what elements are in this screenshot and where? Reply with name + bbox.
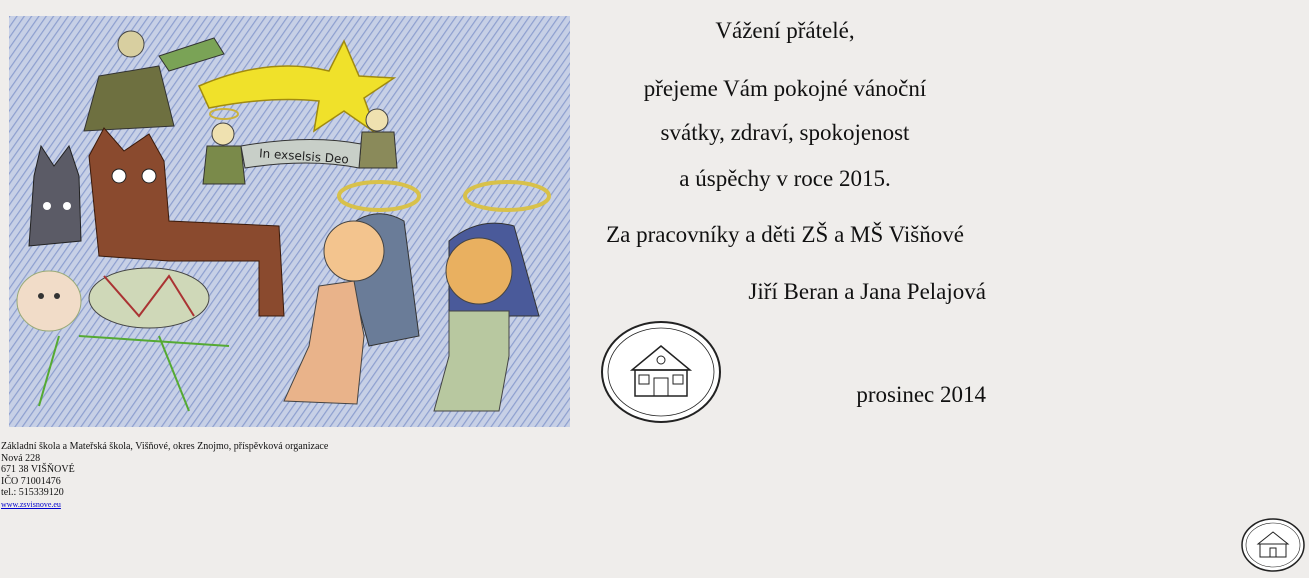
svg-text:In exselsis Deo: In exselsis Deo <box>258 146 350 167</box>
wish-line-2: svátky, zdraví, spokojenost <box>660 120 910 145</box>
ico: IČO 71001476 <box>1 475 61 487</box>
school-seal-small <box>1240 517 1306 573</box>
phone: tel.: 515339120 <box>1 487 64 498</box>
school-seal <box>600 320 722 424</box>
from-line: Za pracovníky a děti ZŠ a MŠ Višňové <box>606 222 964 247</box>
nativity-drawing <box>9 16 570 427</box>
city: 671 38 VIŠŇOVÉ <box>1 464 75 475</box>
street: Nová 228 <box>1 452 41 464</box>
date: prosinec 2014 <box>856 382 986 407</box>
school-address <box>1 441 328 510</box>
salutation: Vážení přátelé, <box>715 18 855 43</box>
wish-line-3: a úspěchy v roce 2015. <box>679 166 891 191</box>
website-link[interactable]: www.zsvisnove.eu <box>1 499 61 509</box>
wish-line-1: přejeme Vám pokojné vánoční <box>643 76 927 101</box>
school-name: Základní škola a Mateřská škola, Višňové, okres Znojmo, příspěvková organizace <box>1 441 329 452</box>
signature: Jiří Beran a Jana Pelajová <box>748 279 986 304</box>
